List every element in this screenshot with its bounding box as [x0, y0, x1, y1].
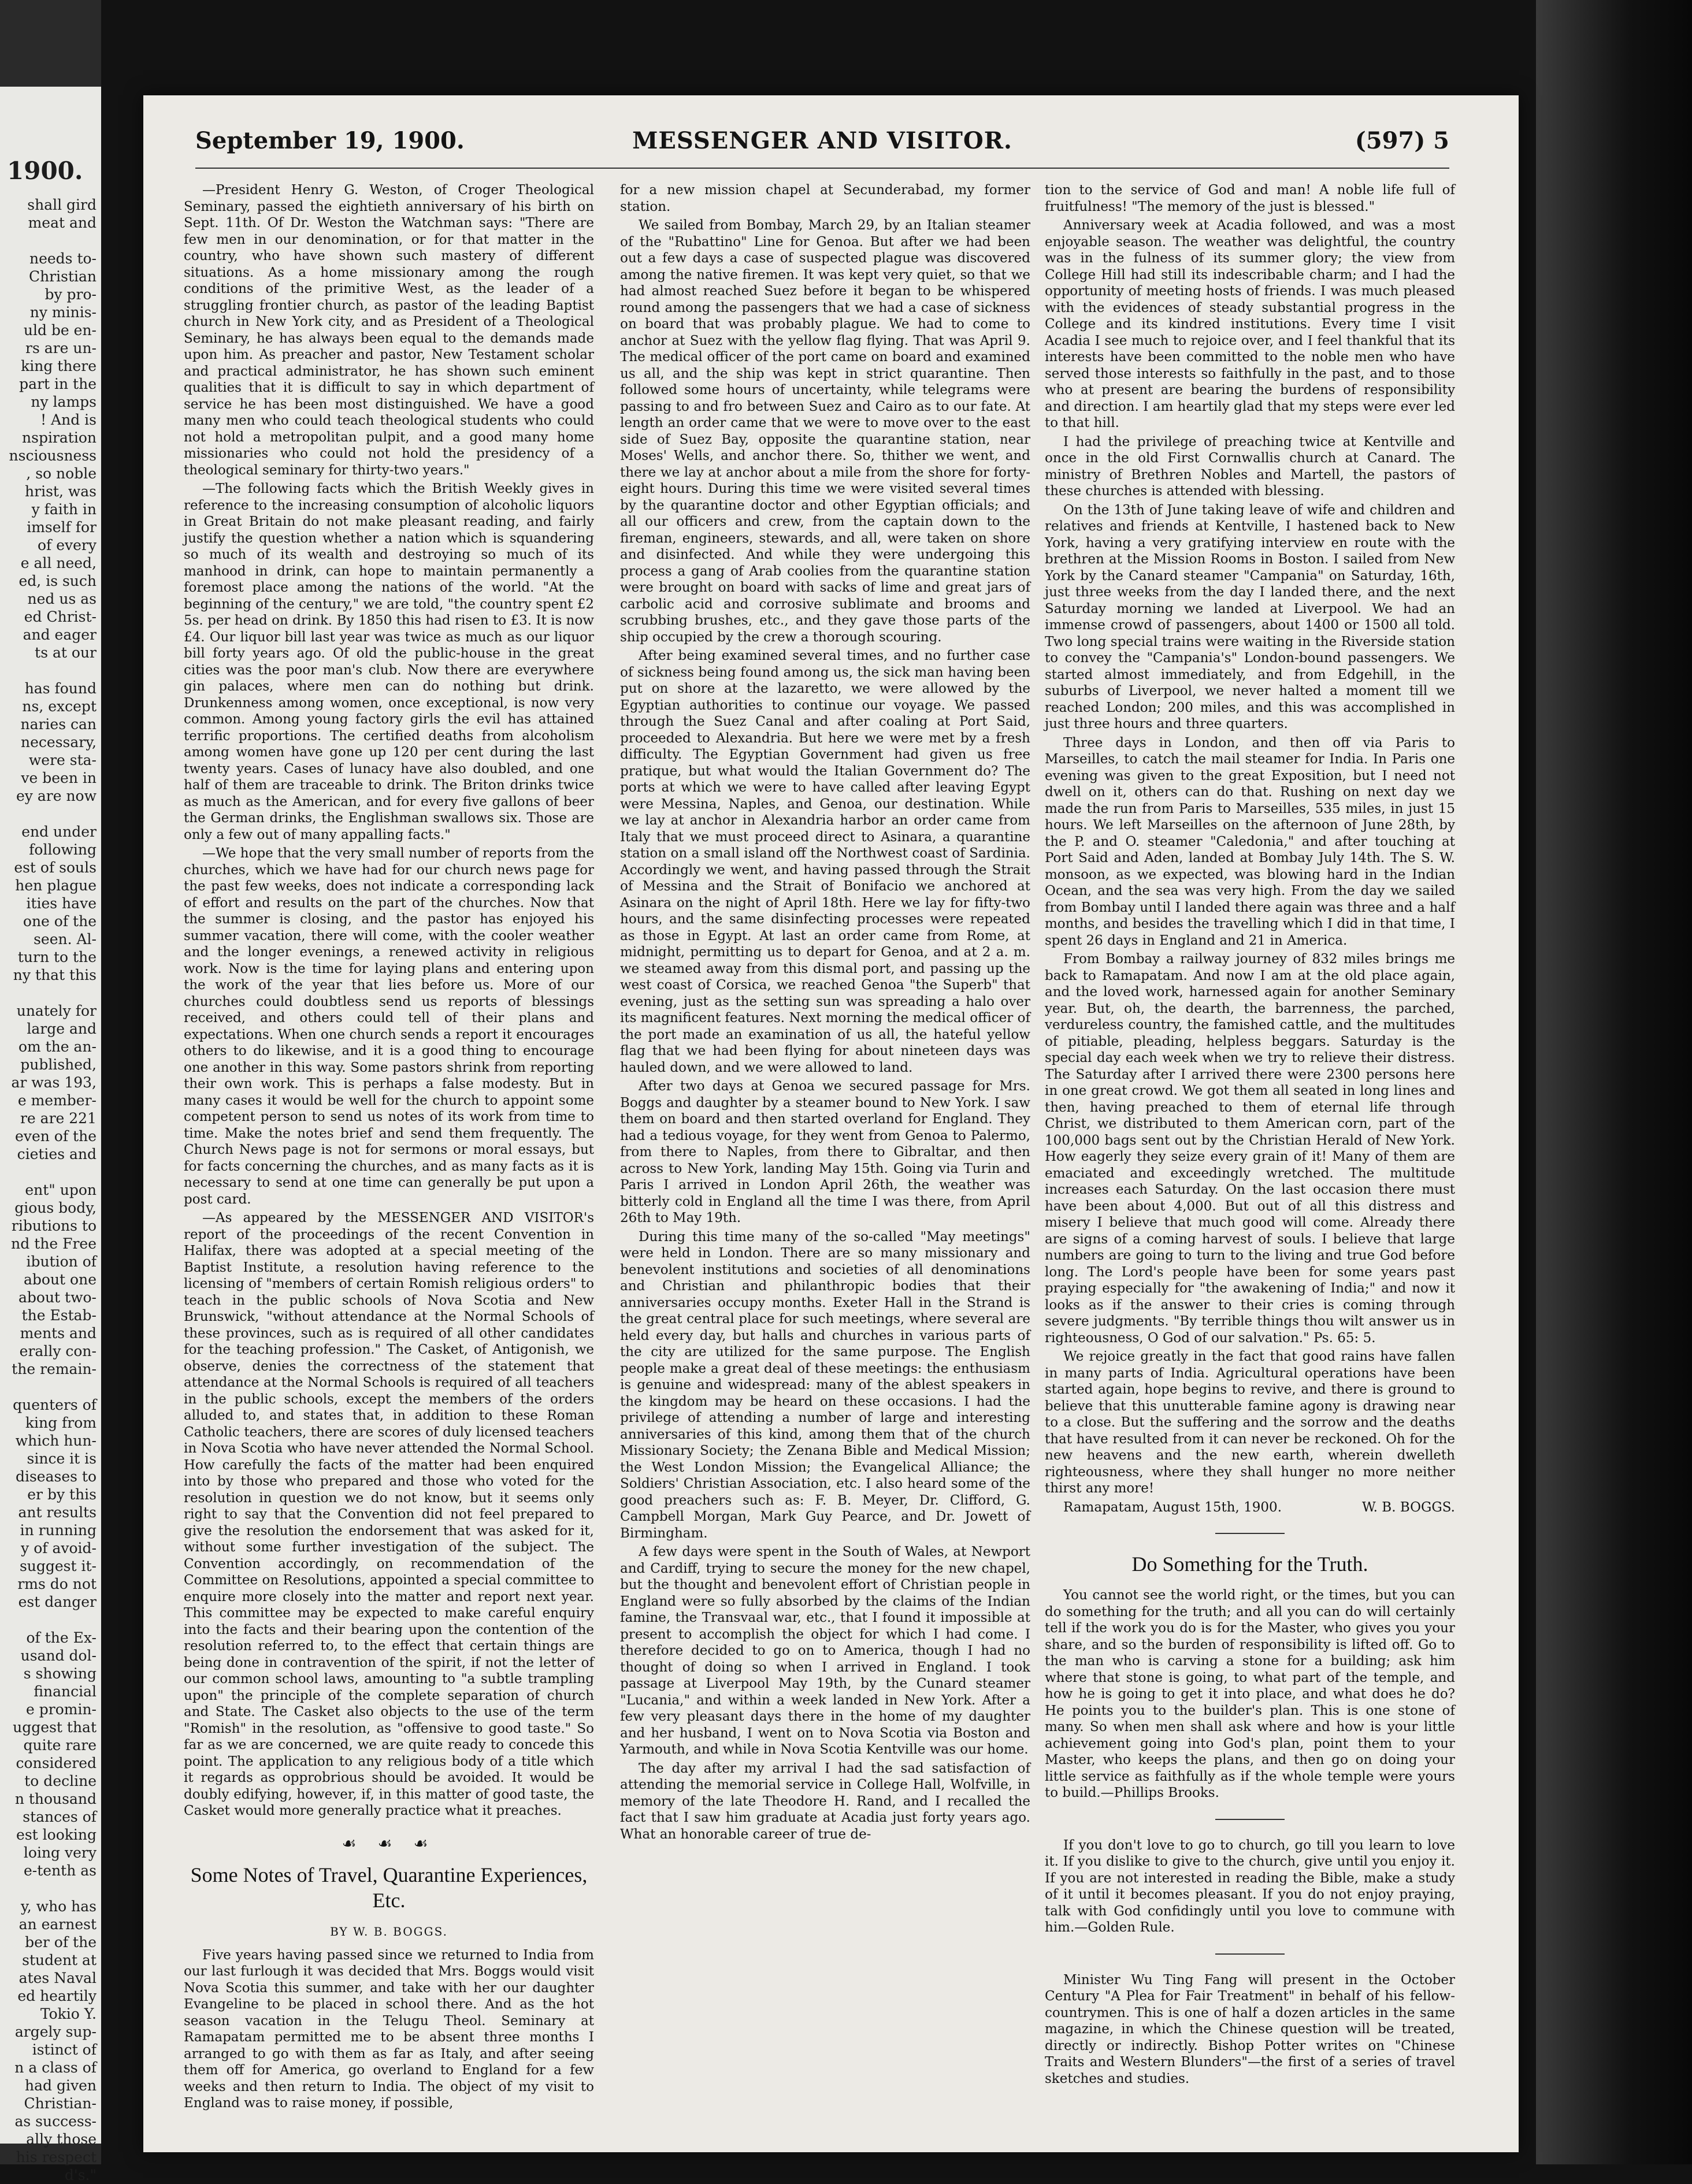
article-byline: BY W. B. BOGGS. [330, 1925, 448, 1938]
previous-page-line: the remain- [12, 1361, 97, 1377]
divider [1215, 1533, 1285, 1534]
divider [1215, 1819, 1285, 1820]
previous-page-line: the Estab- [21, 1307, 97, 1324]
page-header [195, 127, 1449, 169]
previous-page-line: ! And is [40, 411, 97, 428]
previous-page-line: considered [16, 1755, 97, 1771]
paragraph: During this time many of the so-called "May meetings" were held in London. There are so many missionary and benevolent institutions and societies of all denominations and Christian and philanthropic bodies that their anniversaries occupy months. Exeter Hall in the Strand is the great central place for such meetings, where several are held every day, but halls and churches in various parts of the city are utilized for the same purpose. The English people make a great deal of these meetings: the enthusiasm is genuine and widespread: many of the ablest speakers in the kingdom may be heard on these occasions. I had the privilege of attending a number of large and interesting anniversaries of this kind, among them that of the church Missionary Society; the Zenana Bible and Medical Mission; the West London Mission; the Evangelical Alliance; the Soldiers' Christian Association, etc. I also heard some of the good preachers such as: F. B. Meyer, Dr. Clifford, G. Campbell Morgan, Mark Guy Pearce, and Dr. Jowett of Birmingham. [620, 1229, 1030, 1541]
previous-page-line: ned us as [27, 590, 97, 607]
paragraph: —As appeared by the MESSENGER AND VISITOR's report of the proceedings of the recent Convention in Halifax, there was adopted at a special meeting of the Baptist Institute, a resolution having reference to the licensing of "members of certain Romish religious orders" to teach in the public schools of Nova Scotia and New Brunswick, "without attendance at the Normal Schools of these provinces, such as is required of all other candidates for the teaching profession." The Casket, of Antigonish, we observe, denies the correctness of the statement that attendance at the Normal Schools is required of all teachers in the public schools, except the members of the orders alluded to, and states that, in addition to these Roman Catholic teachers, there are scores of duly licensed teachers in Nova Scotia who have never attended the Normal School. How carefully the facts of the matter had been enquired into by those who prepared and those who voted for the resolution in question we do not know, but it seems only right to say that the Convention did not feel prepared to give the resolution the endorsement that was asked for it, without some further investigation of the subject. The Convention accordingly, on recommendation of the Committee on Resolutions, appointed a special committee to enquire more closely into the matter and report next year. This committee may be expected to make careful enquiry into the facts and their bearing upon the contention of the resolution referred to, to the effect that certain things are being done in contravention of the spirit, if not the letter of our common school laws, amounting to "a subtle trampling upon" the principle of the complete separation of church and State. The Casket also objects to the use of the term "Romish" in the resolution, as "offensive to good taste." So far as we are concerned, we are quite ready to concede this point. The application to any religious body of a title which it regards as opprobrious should be avoided. It would be doubly edifying, however, if, in this matter of good taste, the Casket would more generally practice what it preaches. [184, 1210, 594, 1818]
paragraph: Minister Wu Ting Fang will present in the October Century "A Plea for Fair Treatment" in behalf of his fellow-countrymen. This is one of half a dozen articles in the same magazine, in which the Chinese question will be treated, directly or indirectly. Bishop Potter writes on "Chinese Traits and Western Blunders"—the first of a series of travel sketches and studies. [1045, 1972, 1455, 2086]
previous-page-line: financial [34, 1683, 97, 1700]
previous-page-line: quenters of [13, 1396, 97, 1413]
signature-name: W. B. BOGGS. [1362, 1499, 1455, 1515]
previous-page-line: published, [20, 1056, 97, 1073]
previous-page-line [0, 1378, 101, 1396]
previous-page-line: ed Christ- [24, 608, 97, 625]
divider [1215, 1953, 1285, 1955]
previous-page-line: hen plague [15, 877, 97, 894]
previous-page-line: ally those [26, 2131, 97, 2148]
previous-page-line: est danger [18, 1594, 97, 1610]
paragraph: You cannot see the world right, or the times, but you can do something for the truth; and all you can do will certainly tell if the work you do is for the Master, who gives you your share, and so the burden of responsibility is lifted off. Go to the man who is carving a stone for a building; ask him where that stone is going, to what part of the temple, and how he is going to get it into place, and what does he do? He points you to the builder's plan. This is one stone of many. So when men shall ask where and how is your little achievement going into God's plan, point them to your Master, who keeps the plans, and then go on doing your little service as faithfully as if the whole temple were yours to build.—Phillips Brooks. [1045, 1588, 1455, 1800]
book-binding-right [1536, 0, 1692, 2164]
previous-page-line: were sta- [28, 752, 97, 768]
previous-page-line: s showing [23, 1665, 97, 1682]
previous-page-line: ny lamps [31, 393, 97, 410]
previous-page-line: student at [22, 1952, 97, 1968]
previous-page-line: following [29, 841, 97, 858]
previous-page-line: hrist, was [25, 483, 97, 500]
previous-page-line: ts at our [35, 644, 97, 661]
previous-page-line: gious body, [14, 1199, 97, 1216]
previous-page-line: end under [21, 823, 97, 840]
previous-page-line: ny minis- [29, 304, 97, 321]
previous-page-line: quite rare [23, 1737, 97, 1754]
previous-page-line: y of avoid- [21, 1540, 97, 1557]
previous-page-line: had given [25, 2077, 97, 2094]
previous-page-line: turn to the [17, 949, 97, 965]
previous-page-line: ey are now [16, 788, 97, 804]
previous-page-line: ities have [26, 895, 97, 912]
signature-line [1045, 1499, 1455, 1516]
previous-page-line: ber of the [25, 1934, 97, 1951]
previous-page-line: est looking [16, 1826, 97, 1843]
previous-page-line: n thousand [14, 1791, 97, 1807]
previous-page-line: erally con- [19, 1343, 97, 1360]
previous-page-line: imself for [27, 519, 97, 536]
paragraph: Three days in London, and then off via Paris to Marseilles, to catch the mail steamer for India. In Paris one evening was given to the great Exposition, but I need not dwell on it, others can do that. Rushing on next day we made the run from Paris to Marseilles, 535 miles, in just 15 hours. We left Marseilles on the afternoon of June 28th, by the P. and O. steamer "Caledonia," and after touching at Port Said and Aden, landed at Bombay July 14th. The S. W. monsoon, as we expected, was blowing hard in the Indian Ocean, and the sea was very high. From the day we sailed from Bombay until I landed there again was three and a half months, and besides the travelling which I did in that time, I spent 26 days in England and 21 in America. [1045, 735, 1455, 948]
previous-page-line: meat and [28, 214, 97, 231]
previous-page-line: rms do not [17, 1576, 97, 1592]
previous-page-line: ve been in [21, 770, 97, 786]
previous-page-line: argely sup- [14, 2023, 97, 2040]
previous-page-line: ates Naval [18, 1970, 97, 1986]
previous-page-line: nsciousness [9, 447, 97, 464]
previous-page-line: shall gird [27, 196, 97, 213]
previous-page-line: in running [20, 1522, 97, 1539]
previous-page-line: Tokio Y. [40, 2005, 97, 2022]
paragraph: We sailed from Bombay, March 29, by an Italian steamer of the "Rubattino" Line for Genoa. But after we had been out a few days a case of suspected plague was discovered among the native firemen. It was kept very quiet, so that we had almost reached Suez before it began to be whispered round among the passengers that we had a case of sickness on board that was probably plague. We had to come to anchor at Suez with the yellow flag flying. That was April 9. The medical officer of the port came on board and examined us all, and the ship was kept in strict quarantine. Then followed some hours of uncertainty, while telegrams were passing to and fro between Suez and Cairo as to our fate. At length an order came that we were to move over to the east side of Suez Bay, opposite the quarantine station, near Moses' Wells, and anchor there. So, thither we went, and there we lay at anchor about a mile from the shore for forty-eight hours. During this time we were visited several times by the quarantine doctor and other Egyptian officials; and all our officers and crew, from the captain down to the fireman, engineers, stewards, and all, were taken on shore and disinfected. And while they were undergoing this process a gang of Arab coolies from the quarantine station were brought on board with sacks of lime and great jars of carbolic acid and corrosive sublimate and brooms and scrubbing brushes, etc., and they gave those parts of the ship occupied by the crew a thorough scouring. [620, 218, 1030, 645]
paragraph: I had the privilege of preaching twice at Kentville and once in the old First Cornwallis church at Canard. The ministry of Brethren Nobles and Martell, the pastors of these churches is attended with blessing. [1045, 434, 1455, 499]
paragraph: After being examined several times, and no further case of sickness being found among us, the sick man having been put on shore at the lazaretto, we were allowed by the Egyptian authorities to continue our voyage. We passed through the Suez Canal and after coaling at Port Said, proceeded to Alexandria. But here we were met by a fresh difficulty. The Egyptian Government had given us free pratique, but what would the Italian Government do? The ports at which we were to have called after leaving Egypt were Messina, Naples, and Genoa, our destination. While we lay at anchor in Alexandria harbor an order came from Italy that we must proceed direct to Asinara, a quarantine station on a small island off the Northwest coast of Sardinia. Accordingly we went, and having passed through the Strait of Messina and the Strait of Bonifacio we anchored at Asinara on the night of April 18th. Here we lay for fifty-two hours, and the same disinfecting processes were repeated as those in Egypt. At last an order came from Rome, at midnight, permitting us to depart for Genoa, and at 2 a. m. we steamed away from this dismal port, and passing up the west coast of Corsica, we reached Genoa "the Superb" that evening, just as the setting sun was spreading a halo over its magnificent features. Next morning the medical officer of the port made an examination of us all, the hateful yellow flag that we had been flying for about nineteen days was hauled down, and we were allowed to land. [620, 648, 1030, 1075]
previous-page-line [0, 1163, 101, 1181]
previous-page-line: e promin- [26, 1701, 97, 1718]
previous-page-line: an earnest [18, 1916, 97, 1933]
previous-page-line: ibution of [26, 1253, 97, 1270]
previous-page-line: e-tenth as [23, 1862, 97, 1879]
previous-page-line: est of souls [14, 859, 97, 876]
previous-page-line: needs to- [29, 250, 97, 267]
paragraph: —We hope that the very small number of reports from the churches, which we have had for our church news page for the past few weeks, does not indicate a corresponding lack of effort and results on the part of the churches. Now that the summer is closing, and the pastor has enjoyed his summer vacation, there will come, with the cooler weather and the longer evenings, a renewed activity in religious work. Now is the time for laying plans and entering upon the work of the year that lies before us. More of our churches could doubtless send us reports of blessings received, and others could tell of their plans and expectations. When one church sends a report it encourages others to do likewise, and it is a good thing to encourage one another in this way. Some pastors shrink from reporting their own work. This is perhaps a false modesty. But in many cases it would be well for the church to appoint some competent person to send us notes of its work from time to time. Make the notes brief and send them frequently. The Church News page is not for sermons or moral essays, but for facts concerning the churches, and as many facts as it is necessary to send at one time can generally be put upon a post card. [184, 846, 594, 1207]
previous-page-line: king from [25, 1414, 97, 1431]
previous-page-line: which hun- [15, 1432, 97, 1449]
previous-page-line: as success- [14, 2113, 97, 2130]
previous-page-line: rs are un- [25, 340, 97, 356]
paragraph: A few days were spent in the South of Wales, at Newport and Cardiff, trying to secure the money for the new chapel, but the thought and benevolent effort of Christian people in England were so fully absorbed by the claims of the Indian famine, the Transvaal war, etc., that I found it impossible at present to accomplish the object for which I had come. I therefore decided to go on to America, though I had no thought of doing so when I arrived in England. I took passage at Liverpool May 19th, by the Cunard steamer "Lucania," and within a week landed in New York. After a few very pleasant days there in the home of my daughter and her husband, I went on to Nova Scotia via Boston and Yarmouth, and while in Nova Scotia Kentville was our home. [620, 1544, 1030, 1757]
previous-page-line: ed, is such [18, 573, 97, 589]
previous-page-line: seen. Al- [34, 931, 97, 948]
previous-page-line: ments and [20, 1325, 97, 1342]
previous-page-line [0, 984, 101, 1002]
page-number: (597) 5 [1355, 127, 1449, 154]
previous-page-line: y faith in [31, 501, 97, 518]
previous-page-line: nspiration [22, 429, 97, 446]
previous-page-line: n a class of [14, 2059, 97, 2076]
previous-page-line: naries can [20, 716, 97, 733]
previous-page-line: ns, except [22, 698, 97, 715]
previous-page-line [0, 232, 101, 250]
previous-page-line: nd the Free [11, 1235, 97, 1252]
previous-page-line: stances of [23, 1808, 97, 1825]
previous-page-line: of every [37, 537, 97, 554]
column-1 [184, 182, 594, 2135]
previous-page-line: om the an- [18, 1038, 97, 1055]
previous-page-line: unately for [16, 1002, 97, 1019]
previous-page-line: diseases to [15, 1468, 97, 1485]
paragraph: We rejoice greatly in the fact that good rains have fallen in many parts of India. Agricultural operations have been started again, hope begins to revive, and there is ground to believe that this unutterable famine agony is drawing near to a close. But the suffering and the sorrow and the deaths that have resulted from it can never be reckoned. Oh for the new heavens and the new earth, wherein dwelleth righteousness, where they shall hunger no more neither thirst any more! [1045, 1349, 1455, 1496]
paragraph: After two days at Genoa we secured passage for Mrs. Boggs and daughter by a steamer bound to New York. I saw them on board and then started overland for England. They had a tedious voyage, for they went from Genoa to Palermo, from there to Naples, from there to Gibraltar, and then across to New York, landing May 15th. Going via Turin and Paris I arrived in London April 26th, the weather was bitterly cold in England all the time I was there, from April 26th to May 19th. [620, 1079, 1030, 1225]
previous-page-line: of the Ex- [26, 1629, 97, 1646]
previous-page-line: cieties and [17, 1146, 97, 1162]
previous-page-line: by pro- [44, 286, 97, 303]
previous-page-line: ny that this [13, 967, 97, 983]
paragraph: If you don't love to go to church, go till you learn to love it. If you dislike to give to the church, give until you enjoy it. If you are not interested in reading the Bible, make a study of it until it becomes pleasant. If you do not enjoy praying, talk with God confidingly until you love to commune with him.—Golden Rule. [1045, 1837, 1455, 1935]
paragraph: Five years having passed since we returned to India from our last furlough it was decided that Mrs. Boggs would visit Nova Scotia this summer, and take with her our daughter Evangeline to be placed in school there. And as the hot season vacation in the Telugu Theol. Seminary at Ramapatam permitted me to be absent three months I arranged to go with them as far as Italy, and after seeing them off for America, go overland to England for a few weeks and then return to India. The object of my visit to England was to raise money, if possible, [184, 1947, 594, 2111]
previous-page-line: d's." [64, 2167, 97, 2183]
paragraph: —President Henry G. Weston, of Croger Theological Seminary, passed the eightieth anniversary of his birth on Sept. 11th. Of Dr. Weston the Watchman says: "There are few men in our denomination, or for that matter in the country, who have shown such mastery of different situations. As a home missionary among the rough conditions of the primitive West, as the leader of a struggling frontier church, as pastor of the leading Baptist church in New York city, and as President of a Theological Seminary, he has always been equal to the demands made upon him. As preacher and pastor, New Testament scholar and practical administrator, he has shown such eminent qualities that it is difficult to say in which department of service he has been most distinguished. We have a good many men who could teach theological students who could not hold a metropolitan pulpit, and a good many home missionaries who could not hold the presidency of a theological seminary for thirty-two years." [184, 183, 594, 478]
paragraph: tion to the service of God and man! A noble life full of fruitfulness! "The memory of the just is blessed." [1045, 183, 1455, 214]
paragraph: Anniversary week at Acadia followed, and was a most enjoyable season. The weather was delightful, the country was in the fulness of its summer glory; the view from College Hill had still its indescribable charm; and I had the opportunity of meeting hosts of friends. I was much pleased with the evidences of steady substantial progress in the College and its kindred institutions. Every time I visit Acadia I see much to rejoice over, and I feel thankful that its interests have been committed to the noble men who have served those interests so faithfully in the past, and to those who at present are bearing the burdens of responsibility and direction. I am heartily glad that my steps were ever led to that hill. [1045, 218, 1455, 430]
previous-page-line: , so noble [26, 465, 97, 482]
previous-page-line [0, 662, 101, 679]
previous-page-line: er by this [27, 1486, 97, 1503]
previous-page-line: re are 221 [20, 1110, 97, 1127]
previous-page-line: part in the [19, 376, 97, 392]
previous-page-line: Christian [28, 268, 97, 285]
newspaper-page [143, 95, 1519, 2152]
previous-page-line [0, 1611, 101, 1629]
previous-page-line: ed heartily [17, 1988, 97, 2004]
previous-page-line: y, who has [20, 1898, 97, 1915]
column-2 [620, 182, 1030, 2135]
column-3 [1045, 182, 1455, 2135]
previous-page-line: has found [24, 680, 97, 697]
paragraph: On the 13th of June taking leave of wife and children and relatives and friends at Kentville, I hastened back to New York, having a very gratifying interview en route with the brethren at the Mission Rooms in Boston. I sailed from New York by the Canard steamer "Campania" on Saturday, 16th, just three weeks from the day I landed there, and the next Saturday morning we landed at Liverpool. We had an immense crowd of passengers, about 1400 or 1500 all told. Two long special trains were waiting in the Riverside station to convey the "Campania's" London-bound passengers. We started almost immediately, and from Edgehill, in the suburbs of Liverpool, we never halted a moment till we reached London; 200 miles, and this was accomplished in just three hours and three quarters. [1045, 502, 1455, 731]
issue-date: September 19, 1900. [195, 127, 465, 154]
previous-page-line: ar was 193, [11, 1074, 97, 1091]
paragraph: The day after my arrival I had the sad satisfaction of attending the memorial service in College Hall, Wolfville, in memory of the late Theodore H. Rand, and I recalled the fact that I saw him graduate at Acadia just forty years ago. What an honorable career of true de- [620, 1760, 1030, 1842]
previous-page-line: ent" upon [25, 1182, 97, 1198]
previous-page-line: about one [23, 1271, 97, 1288]
previous-page-line: large and [27, 1020, 97, 1037]
previous-page-line: e all need, [20, 555, 97, 571]
previous-page-line: suggest it- [19, 1558, 97, 1574]
section-ornament: ☙ ☙ ☙ [342, 1833, 436, 1853]
previous-page-line [0, 1880, 101, 1897]
previous-page-line: king there [21, 358, 97, 374]
previous-page-line: necessary, [21, 734, 97, 751]
previous-page-line: e member- [17, 1092, 97, 1109]
previous-page-line: loing very [23, 1844, 97, 1861]
previous-page-line: his respect [16, 2149, 97, 2166]
article-title: Some Notes of Travel, Quarantine Experiences, Etc. [190, 1863, 588, 1912]
previous-page-line: about two- [18, 1289, 97, 1306]
signature-place: Ramapatam, August 15th, 1900. [1063, 1499, 1282, 1515]
previous-page-line: even of the [15, 1128, 97, 1145]
paragraph: From Bombay a railway journey of 832 miles brings me back to Ramapatam. And now I am at the old place again, and the loved work, harnessed again for another Seminary year. But, oh, the dearth, the barrenness, the parched, verdureless country, the famished cattle, and the multitudes of pitiable, pleading, helpless beggars. Saturday is the special day each week when we try to relieve their distress. The Saturday after I arrived there were 2300 persons here in one great crowd. We got them all seated in long lines and then, having preached to them of eternal life through Christ, we distributed to them American corn, part of the 100,000 bags sent out by the Christian Herald of New York. How eagerly they seize every grain of it! Many of them are emaciated and exceedingly wretched. The multitude increases each Saturday. On the last occasion there must have been about 4,000. But out of all this distress and misery I believe that much good will come. Already there are signs of a coming harvest of souls. I believe that large numbers are going to turn to the living and true God before long. The Lord's people have been for some years past praying especially for "the awakening of India;" and now it looks as if the answer to their cries is coming through severe judgments. "By terrible things thou wilt answer us in righteousness, O God of our salvation." Ps. 65: 5. [1045, 952, 1455, 1346]
previous-page-line: uld be en- [23, 322, 97, 339]
previous-page-edge [0, 87, 101, 2183]
paragraph: —The following facts which the British Weekly gives in reference to the increasing consumption of alcoholic liquors in Great Britain do not make pleasant reading, and fairly justify the question whether a nation which is squandering so much of its wealth and destroying so much of its manhood in drink, can hope to maintain permanently a foremost place among the nations of the world. "At the beginning of the century," we are told, "the country spent £2 5s. per head on drink. By 1850 this had risen to £3. It is now £4. Our liquor bill last year was twice as much as our liquor bill forty years ago. Of old the public-house in the great cities was the poor man's club. Now there are everywhere gin palaces, where men can do nothing but drink. Drunkenness among women, once exceptional, is now very common. Among young factory girls the evil has attained terrific proportions. The certified deaths from alcoholism among women have gone up 120 per cent during the last twenty years. Cases of lunacy have also doubled, and one half of them are traceable to drink. The Briton drinks twice as much as the American, and for every five gallons of beer the German drinks, the Englishman swallows six. Those are only a few out of many appalling facts." [184, 481, 594, 842]
previous-page-line: usand dol- [20, 1647, 97, 1664]
previous-page-line [0, 805, 101, 823]
previous-page-line: since it is [27, 1450, 97, 1467]
previous-page-line: uggest that [13, 1719, 97, 1736]
previous-page-text [0, 196, 101, 2184]
previous-page-line: to decline [24, 1773, 97, 1789]
previous-page-header: 1900. [7, 157, 83, 185]
previous-page-line: ant results [18, 1504, 97, 1521]
previous-page-line: istinct of [32, 2041, 97, 2058]
previous-page-line: ributions to [11, 1217, 97, 1234]
previous-page-line: one of the [23, 913, 97, 930]
article-title: Do Something for the Truth. [1131, 1552, 1368, 1576]
previous-page-line: and eager [23, 626, 97, 643]
paragraph: for a new mission chapel at Secunderabad, my former station. [620, 183, 1030, 214]
previous-page-line: Christian- [24, 2095, 97, 2112]
masthead-title: MESSENGER AND VISITOR. [632, 127, 1012, 154]
